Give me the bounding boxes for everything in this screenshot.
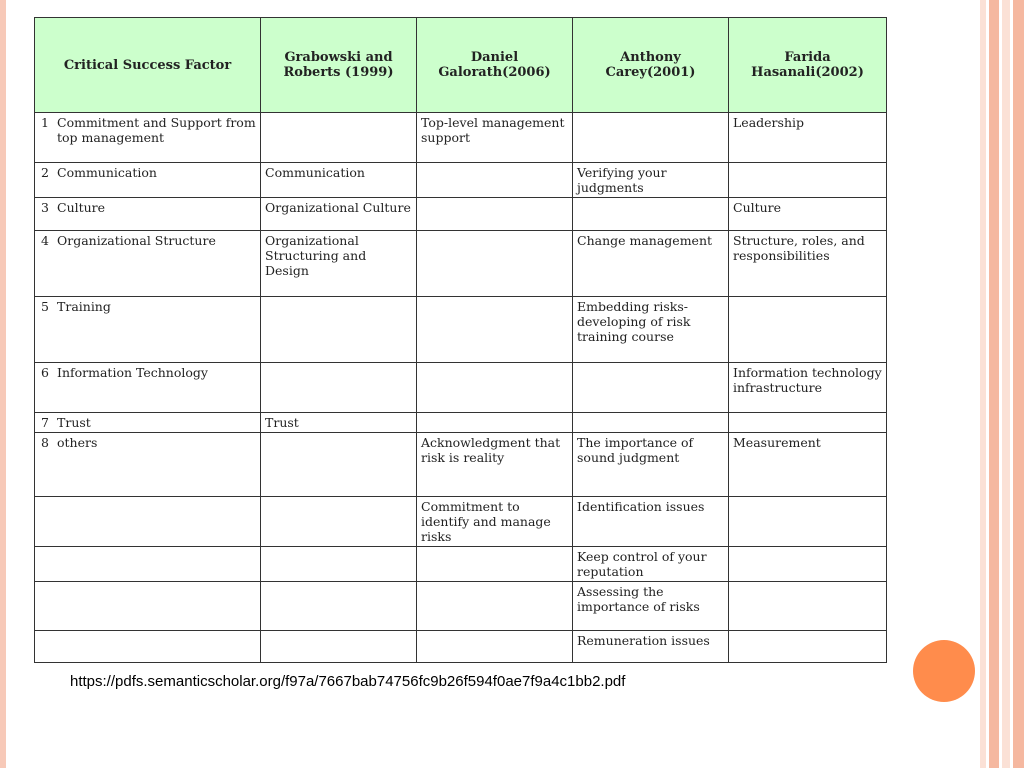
table-cell: Structure, roles, and responsibilities	[729, 231, 887, 297]
table-row	[35, 163, 887, 198]
table-cell	[729, 631, 887, 663]
table-cell	[573, 113, 729, 163]
table-cell: Leadership	[729, 113, 887, 163]
table-cell	[573, 413, 729, 433]
table-cell	[417, 198, 573, 231]
factor-number: 8	[41, 435, 49, 450]
table-cell: Communication	[261, 163, 417, 198]
table-cell: Organizational Culture	[261, 198, 417, 231]
factor-label: Training	[57, 299, 111, 314]
table-row	[35, 297, 887, 363]
table-cell: Culture	[729, 198, 887, 231]
factor-label: Commitment and Support from top management	[57, 115, 256, 145]
column-header: Anthony Carey(2001)	[573, 18, 729, 113]
table-cell: Remuneration issues	[573, 631, 729, 663]
table-cell	[729, 582, 887, 631]
table-cell: Measurement	[729, 433, 887, 497]
slide-frame-right-stripe	[1013, 0, 1024, 768]
table-cell	[261, 297, 417, 363]
table-row	[35, 198, 887, 231]
table-row	[35, 497, 887, 547]
slide-frame-right-stripe	[980, 0, 986, 768]
table-cell	[261, 363, 417, 413]
slide-frame-right-stripe	[989, 0, 999, 768]
table-cell	[417, 231, 573, 297]
factor-cell	[35, 297, 261, 363]
table-cell	[417, 413, 573, 433]
table-cell: Verifying your judgments	[573, 163, 729, 198]
table-cell: Trust	[261, 413, 417, 433]
table-cell: Commitment to identify and manage risks	[417, 497, 573, 547]
table-row	[35, 363, 887, 413]
table-cell: Change management	[573, 231, 729, 297]
factor-label: Organizational Structure	[57, 233, 216, 248]
table-cell	[261, 582, 417, 631]
factor-cell	[35, 231, 261, 297]
table-cell: The importance of sound judgment	[573, 433, 729, 497]
factor-cell	[35, 163, 261, 198]
factor-cell	[35, 198, 261, 231]
table-cell	[729, 497, 887, 547]
factor-label: Communication	[57, 165, 157, 180]
factor-label: Culture	[57, 200, 106, 215]
factor-cell	[35, 413, 261, 433]
factor-cell	[35, 113, 261, 163]
table-cell	[417, 547, 573, 582]
table-cell	[417, 363, 573, 413]
factor-label: Information Technology	[57, 365, 208, 380]
table-cell	[417, 297, 573, 363]
table-row	[35, 582, 887, 631]
factor-number: 2	[41, 165, 49, 180]
table-cell: Assessing the importance of risks	[573, 582, 729, 631]
table-cell: Information technology infrastructure	[729, 363, 887, 413]
factor-number: 5	[41, 299, 49, 314]
table-cell	[417, 582, 573, 631]
table-header-row	[35, 18, 887, 113]
factor-label: others	[57, 435, 98, 450]
table-cell	[417, 163, 573, 198]
factor-cell	[35, 497, 261, 547]
column-header: Grabowski and Roberts (1999)	[261, 18, 417, 113]
table-row	[35, 631, 887, 663]
column-header: Critical Success Factor	[35, 18, 261, 113]
table-cell	[729, 163, 887, 198]
factor-number: 3	[41, 200, 49, 215]
factor-cell	[35, 363, 261, 413]
table-cell: Top-level management support	[417, 113, 573, 163]
table-row	[35, 547, 887, 582]
factor-number: 7	[41, 415, 49, 430]
table-cell	[573, 363, 729, 413]
table-row	[35, 231, 887, 297]
table-cell	[261, 497, 417, 547]
table-cell	[417, 631, 573, 663]
factor-cell	[35, 433, 261, 497]
critical-success-factors-table	[34, 17, 887, 663]
factor-number: 1	[41, 115, 49, 130]
table-row	[35, 113, 887, 163]
table-row	[35, 433, 887, 497]
table-cell: Keep control of your reputation	[573, 547, 729, 582]
table-row	[35, 413, 887, 433]
table-cell	[729, 413, 887, 433]
decorative-circle	[913, 640, 975, 702]
table-cell	[261, 631, 417, 663]
table-cell	[261, 433, 417, 497]
column-header: Daniel Galorath(2006)	[417, 18, 573, 113]
source-url[interactable]: https://pdfs.semanticscholar.org/f97a/7667bab74756fc9b26f594f0ae7f9a4c1bb2.pdf	[70, 673, 626, 690]
table-cell: Identification issues	[573, 497, 729, 547]
table-cell	[729, 547, 887, 582]
table-cell: Embedding risks-developing of risk training course	[573, 297, 729, 363]
table-cell: Acknowledgment that risk is reality	[417, 433, 573, 497]
table-cell	[261, 547, 417, 582]
table-cell	[573, 198, 729, 231]
slide-frame-left	[0, 0, 6, 768]
factor-label: Trust	[57, 415, 91, 430]
slide-frame-right-stripe	[1002, 0, 1010, 768]
factor-cell	[35, 631, 261, 663]
factor-number: 4	[41, 233, 49, 248]
table-cell	[729, 297, 887, 363]
table-cell: Organizational Structuring and Design	[261, 231, 417, 297]
column-header: Farida Hasanali(2002)	[729, 18, 887, 113]
table-cell	[261, 113, 417, 163]
factor-number: 6	[41, 365, 49, 380]
factor-cell	[35, 582, 261, 631]
factor-cell	[35, 547, 261, 582]
